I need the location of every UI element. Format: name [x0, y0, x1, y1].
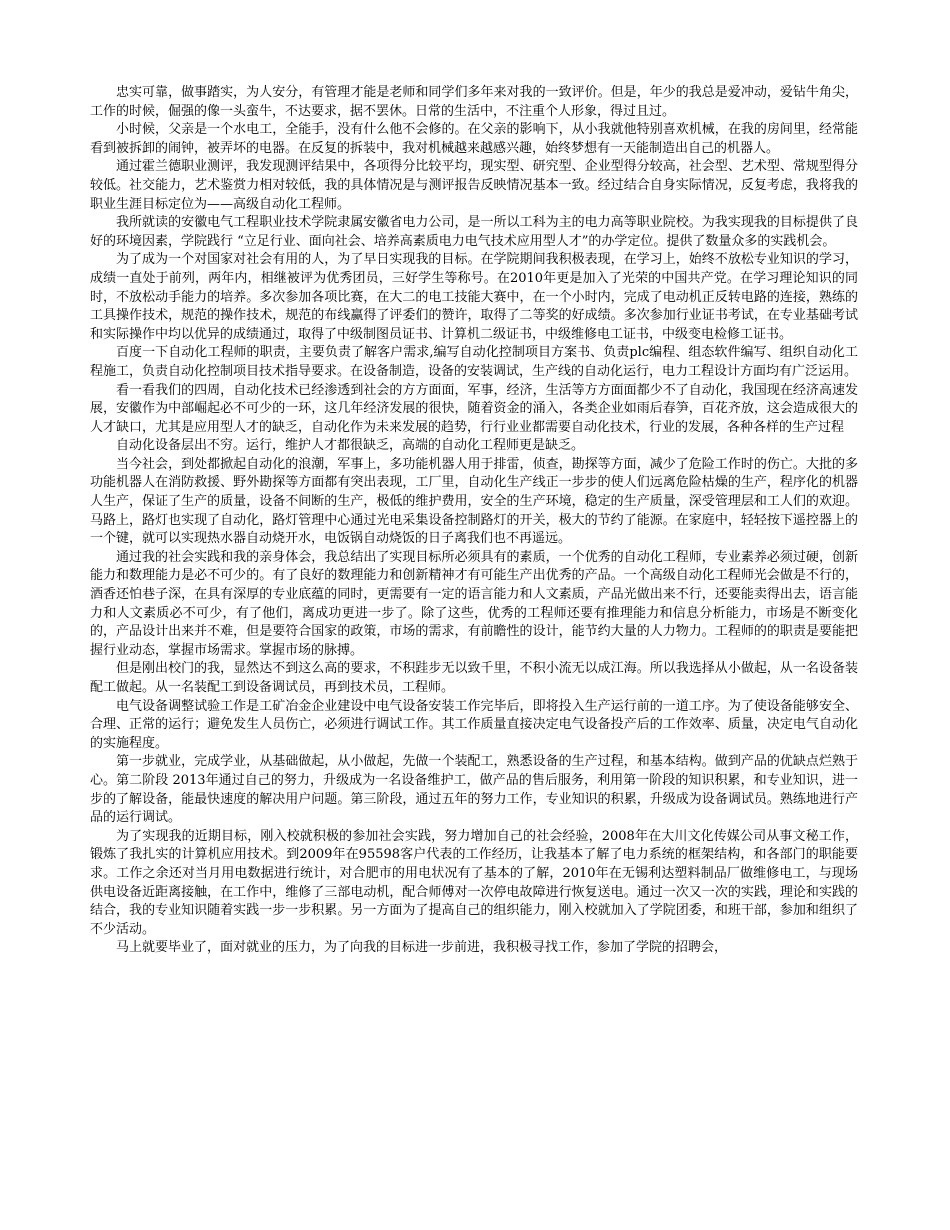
paragraph-holland-assessment: 通过霍兰德职业测评，我发现测评结果中，各项得分比较平均，现实型、研究型、企业型得分较高，社会型、艺术型、常规型得分较低。社交能力，艺术鉴赏力相对较低，我的具体情况是与测评报告反映情况基本一致。经过结合自身实际情况，反复考虑，我将我的职业生涯目标定位为——高级自动化工程师。: [90, 159, 858, 212]
paragraph-equipment-testing: 电气设备调整试验工作是工矿冶金企业建设中电气设备安装工作完毕后，即将投入生产运行前的一道工序。为了使设备能够安全、合理、正常的运行；避免发生人员伤亡，必须进行调试工作。其工作质量直接决定电气设备投产后的工作效率、质量，决定电气自动化的实施程度。: [90, 698, 858, 751]
paragraph-required-qualities: 通过我的社会实践和我的亲身体会，我总结出了实现目标所必须具有的素质，一个优秀的自动化工程师，专业素养必须过硬，创新能力和数理能力是必不可少的。有了良好的数理能力和创新精神才有可能生产出优秀的产品。一个高级自动化工程师光会做是不行的，酒香还怕巷子深，在具有深厚的专业底蕴的同时，更需要有一定的语言能力和人文素质，产品光做出来不行，还要能卖得出去，语言能力和人文素质必不可少，有了他们，离成功更进一步了。除了这些，优秀的工程师还要有推理能力和信息分析能力，市场是不断变化的，产品设计出来并不难，但是要符合国家的政策，市场的需求，有前瞻性的设计，能节约大量的人力物力。工程师的的职责是要能把握行业动态，掌握市场需求。掌握市场的脉搏。: [90, 549, 858, 658]
paragraph-graduation: 马上就要毕业了，面对就业的压力，为了向我的目标进一步前进，我积极寻找工作，参加了学院的招聘会，: [116, 940, 728, 956]
paragraph-practice-experience: 为了实现我的近期目标，刚入校就积极的参加社会实践，努力增加自己的社会经验，2008年在大川文化传媒公司从事文秘工作，锻炼了我扎实的计算机应用技术。到2009年在95598客户代表的工作经历，让我基本了解了电力系统的框架结构，和各部门的职能要求。工作之余还对当月用电数据进行统计，对合肥市的用电状况有了基本的了解，2010年在无锡利达塑料制品厂做维修电工，与现场供电设备近距离接触，在工作中，维修了三部电动机，配合师傅对一次停电故障进行恢复送电。通过一次又一次的实践，理论和实践的结合，我的专业知识随着实践一步一步积累。另一方面为了提高自己的组织能力，刚入校就加入了学院团委，和班干部，参加和组织了不少活动。: [90, 828, 858, 937]
paragraph-career-stages: 第一步就业，完成学业，从基础做起，从小做起，先做一个装配工，熟悉设备的生产过程，和基本结构。做到产品的优缺点烂熟于心。第二阶段 2013年通过自己的努力，升级成为一名设备维护工，做产品的售后服务，利用第一阶段的知识积累，和专业知识，进一步的了解设备，能最快速度的解决用户问题。第三阶段，通过五年的努力工作，专业知识的积累，升级成为设备调试员。熟练地进行产品的运行调试。: [90, 754, 858, 826]
paragraph-achievements: 为了成为一个对国家对社会有用的人，为了早日实现我的目标。在学院期间我积极表现，在学习上，始终不放松专业知识的学习，成绩一直处于前列，两年内，相继被评为优秀团员，三好学生等称号。在2010年更是加入了光荣的中国共产党。在学习理论知识的同时，不放松动手能力的培养。多次参加各项比赛，在大二的电工技能大赛中，在一个小时内，完成了电动机正反转电路的连接，熟练的工具操作技术，规范的操作技术，规范的布线赢得了评委们的赞许，取得了二等奖的好成绩。多次参加行业证书考试，在专业基础考试和实际操作中均以优异的成绩通过，取得了中级制图员证书、计算机二级证书，中级维修电工证书，中级变电检修工证书。: [90, 252, 858, 342]
paragraph-talent-shortage: 自动化设备层出不穷。运行，维护人才都很缺乏，高端的自动化工程师更是缺乏。: [116, 438, 585, 454]
paragraph-college: 我所就读的安徽电气工程职业技术学院隶属安徽省电力公司，是一所以工科为主的电力高等职业院校。为我实现我的目标提供了良好的环境因素，学院践行 “立足行业、面向社会、培养高素质电力电气技术应用型人才”的办学定位。提供了数量众多的实践机会。: [90, 215, 858, 249]
paragraph-start-small: 但是刚出校门的我，显然达不到这么高的要求，不积跬步无以致千里，不积小流无以成江海。所以我选择从小做起，从一名设备装配工做起。从一名装配工到设备调试员，再到技术员，工程师。: [90, 661, 858, 695]
paragraph-childhood: 小时候，父亲是一个水电工，全能手，没有什么他不会修的。在父亲的影响下，从小我就他特别喜欢机械，在我的房间里，经常能看到被拆卸的闹钟，被弄坏的电器。在反复的拆装中，我对机械越来越感兴趣，始终梦想有一天能制造出自己的机器人。: [90, 122, 858, 156]
paragraph-character-evaluation: 忠实可靠，做事踏实，为人安分，有管理才能是老师和同学们多年来对我的一致评价。但是，年少的我总是爱冲动，爱钻牛角尖，工作的时候，倔强的像一头蛮牛，不达要求，据不罢休。日常的生活中，不注重个人形象，得过且过。: [90, 85, 858, 119]
paragraph-job-duties: 百度一下自动化工程师的职责，主要负责了解客户需求,编写自动化控制项目方案书、负责plc编程、组态软件编写、组织自动化工程施工，负责自动化控制项目技术指导要求。在设备制造，设备的安装调试，生产线的自动化运行，电力工程设计方面均有广泛运用。: [90, 345, 858, 379]
paragraph-industry-outlook: 看一看我们的四周，自动化技术已经渗透到社会的方方面面，军事，经济，生活等方方面面都少不了自动化，我国现在经济高速发展，安徽作为中部崛起必不可少的一环，这几年经济发展的很快，随着资金的涌入，各类企业如雨后春笋，百花齐放，这会造成很大的人才缺口，尤其是应用型人才的缺乏，自动化作为未来发展的趋势，行行业业都需要自动化技术，行业的发展，各种各样的生产过程: [90, 382, 858, 435]
paragraph-automation-society: 当今社会，到处都掀起自动化的浪潮，军事上，多功能机器人用于排雷，侦查，勘探等方面，减少了危险工作时的伤亡。大批的多功能机器人在消防救援、野外勘探等方面都有突出表现，工厂里，自动化生产线正一步步的使人们远离危险枯燥的生产，程序化的机器人生产，保证了生产的质量，设备不间断的生产，极低的维护费用，安全的生产环境，稳定的生产质量，深受管理层和工人们的欢迎。马路上，路灯也实现了自动化，路灯管理中心通过光电采集设备控制路灯的开关，极大的节约了能源。在家庭中，轻轻按下遥控器上的一个键，就可以实现热水器自动烧开水，电饭锅自动烧饭的日子离我们也不再遥远。: [90, 456, 858, 547]
